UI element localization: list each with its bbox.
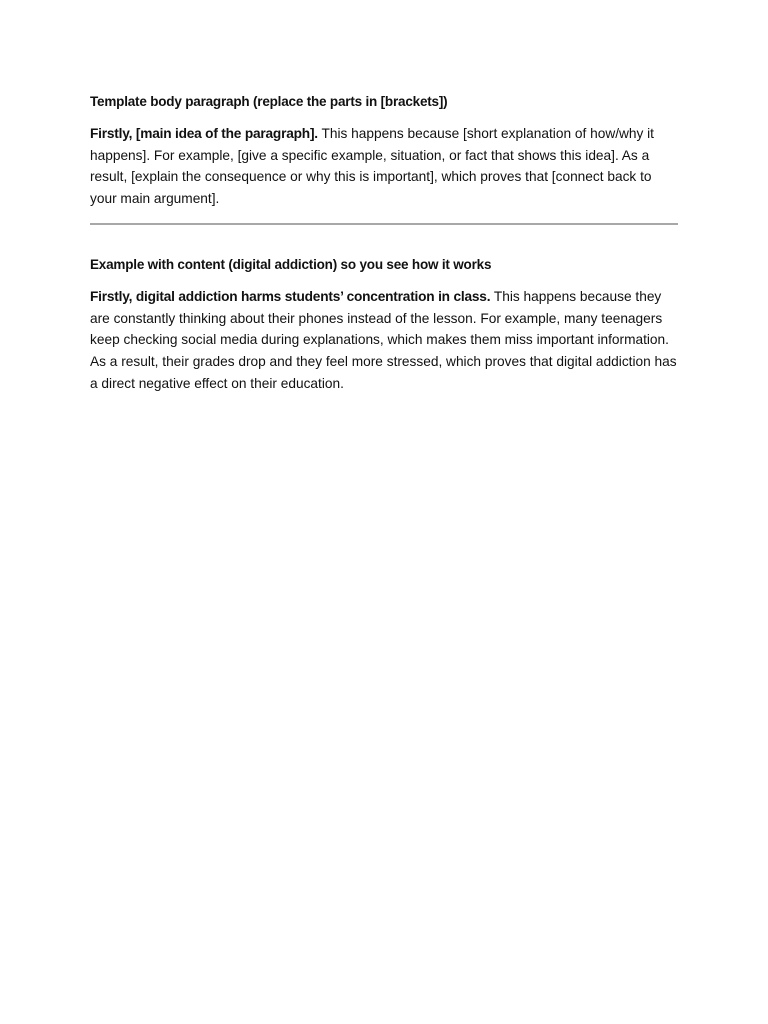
- document-page: [90, 92, 678, 394]
- template-lead-sentence: Firstly, [main idea of the paragraph].: [90, 126, 318, 141]
- example-body-text: This happens because they are constantly thinking about their phones instead of the lesson. For example, many teenagers keep checking social media during explanations, which makes them miss important information. As a result, their grades drop and they feel more stressed, which proves that digital addiction has a direct negative effect on their education.: [90, 288, 677, 391]
- template-body-text: This happens because [short explanation of how/why it happens]. For example, [give a specific example, situation, or fact that shows this idea]. As a result, [explain the consequence or why this is important], which proves that [connect back to your main argument].: [90, 126, 654, 207]
- example-lead-sentence: Firstly, digital addiction harms students’ concentration in class.: [90, 288, 491, 304]
- template-section: [90, 92, 678, 210]
- template-heading: Template body paragraph (replace the parts in [brackets]): [90, 94, 448, 109]
- template-paragraph: [90, 123, 678, 210]
- section-divider: [90, 223, 678, 225]
- example-paragraph: [90, 286, 678, 395]
- example-heading: Example with content (digital addiction) so you see how it works: [90, 256, 492, 272]
- example-section: [90, 255, 678, 395]
